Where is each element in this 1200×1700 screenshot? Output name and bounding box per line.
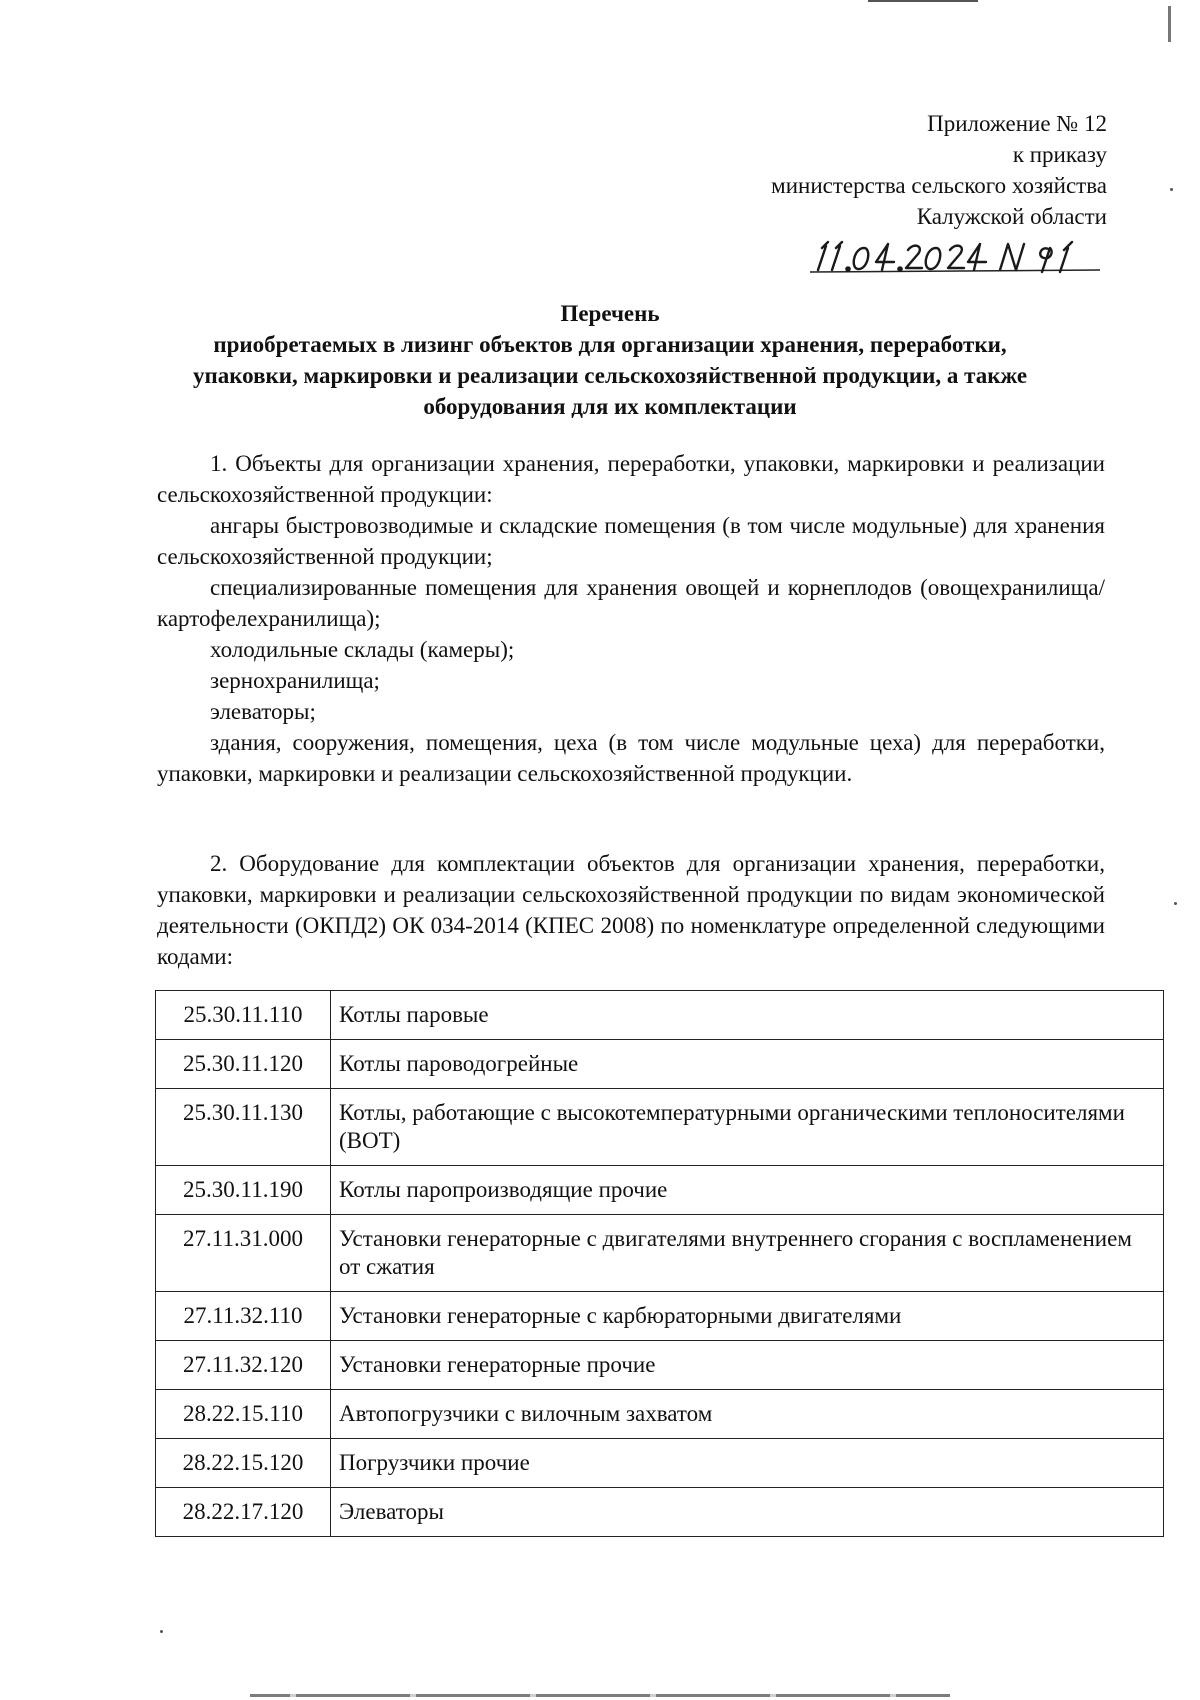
code-cell: 25.30.11.130 xyxy=(156,1089,331,1166)
code-cell: 27.11.32.120 xyxy=(156,1341,331,1390)
handwritten-date-number-signature xyxy=(810,236,1110,280)
appendix-region: Калужской области xyxy=(916,204,1107,229)
name-cell: Установки генераторные прочие xyxy=(331,1341,1164,1390)
scan-artifact-corner-mark xyxy=(1168,6,1171,42)
name-cell: Автопогрузчики с вилочным захватом xyxy=(331,1390,1164,1439)
section-objects-item: специализированные помещения для хранения овощей и корнеплодов (овощехранилища/картофелехранилища); xyxy=(157,575,1105,631)
table-row xyxy=(156,1439,1164,1488)
appendix-ministry: министерства сельского хозяйства xyxy=(771,173,1107,198)
code-cell: 27.11.32.110 xyxy=(156,1292,331,1341)
section-objects-item: элеваторы; xyxy=(210,699,316,724)
table-row xyxy=(156,1292,1164,1341)
okpd2-codes-table xyxy=(155,990,1164,1537)
section-objects-item: холодильные склады (камеры); xyxy=(210,637,515,662)
name-cell: Котлы пароводогрейные xyxy=(331,1040,1164,1089)
table-row xyxy=(156,1341,1164,1390)
code-cell: 25.30.11.110 xyxy=(156,991,331,1040)
name-cell: Котлы паровые xyxy=(331,991,1164,1040)
name-cell: Установки генераторные с двигателями внутреннего сгорания с воспламенением от сжатия xyxy=(331,1215,1164,1292)
table-row xyxy=(156,1089,1164,1166)
title-subheading: приобретаемых в лизинг объектов для организации хранения, переработки, упаковки, маркировки и реализации сельскохозяйственной продукции, а также оборудования для их комплектации xyxy=(192,332,1028,419)
table-row xyxy=(156,1215,1164,1292)
name-cell: Установки генераторные с карбюраторными двигателями xyxy=(331,1292,1164,1341)
name-cell: Котлы, работающие с высокотемпературными органическими теплоносителями (ВОТ) xyxy=(331,1089,1164,1166)
document-title xyxy=(130,298,1090,422)
code-cell: 28.22.15.110 xyxy=(156,1390,331,1439)
section-equipment xyxy=(157,848,1105,972)
code-cell: 28.22.15.120 xyxy=(156,1439,331,1488)
scan-artifact-dot xyxy=(160,1630,163,1633)
name-cell: Погрузчики прочие xyxy=(331,1439,1164,1488)
section-equipment-intro: 2. Оборудование для комплектации объектов для организации хранения, переработки, упаковки, маркировки и реализации сельскохозяйственной продукции по видам экономической деятельности (ОКПД2) ОК 034-2014 (КПЕС 2008) по номенклатуре определенной следующими кодами: xyxy=(157,851,1105,969)
table-row xyxy=(156,1166,1164,1215)
scan-artifact-bottom-line xyxy=(250,1694,950,1697)
section-objects-item: здания, сооружения, помещения, цеха (в том числе модульные цеха) для переработки, упаковки, маркировки и реализации сельскохозяйственной продукции. xyxy=(157,730,1105,786)
table-row xyxy=(156,1390,1164,1439)
code-cell: 25.30.11.120 xyxy=(156,1040,331,1089)
code-cell: 27.11.31.000 xyxy=(156,1215,331,1292)
section-objects-item: зернохранилища; xyxy=(210,668,380,693)
name-cell: Элеваторы xyxy=(331,1488,1164,1537)
scan-artifact-top-line xyxy=(868,0,978,2)
code-cell: 25.30.11.190 xyxy=(156,1166,331,1215)
table-row xyxy=(156,1488,1164,1537)
appendix-number: Приложение № 12 xyxy=(927,111,1107,136)
appendix-header xyxy=(771,108,1107,232)
scan-artifact-dot xyxy=(1174,902,1177,905)
section-objects xyxy=(157,448,1105,789)
appendix-order-ref: к приказу xyxy=(1012,142,1107,167)
table-row xyxy=(156,1040,1164,1089)
title-heading: Перечень xyxy=(560,301,660,326)
scan-artifact-dot xyxy=(1170,188,1173,191)
section-objects-intro: 1. Объекты для организации хранения, переработки, упаковки, маркировки и реализации сельскохозяйственной продукции: xyxy=(157,451,1105,507)
section-objects-item: ангары быстровозводимые и складские помещения (в том числе модульные) для хранения сельскохозяйственной продукции; xyxy=(157,513,1105,569)
name-cell: Котлы паропроизводящие прочие xyxy=(331,1166,1164,1215)
code-cell: 28.22.17.120 xyxy=(156,1488,331,1537)
table-row xyxy=(156,991,1164,1040)
